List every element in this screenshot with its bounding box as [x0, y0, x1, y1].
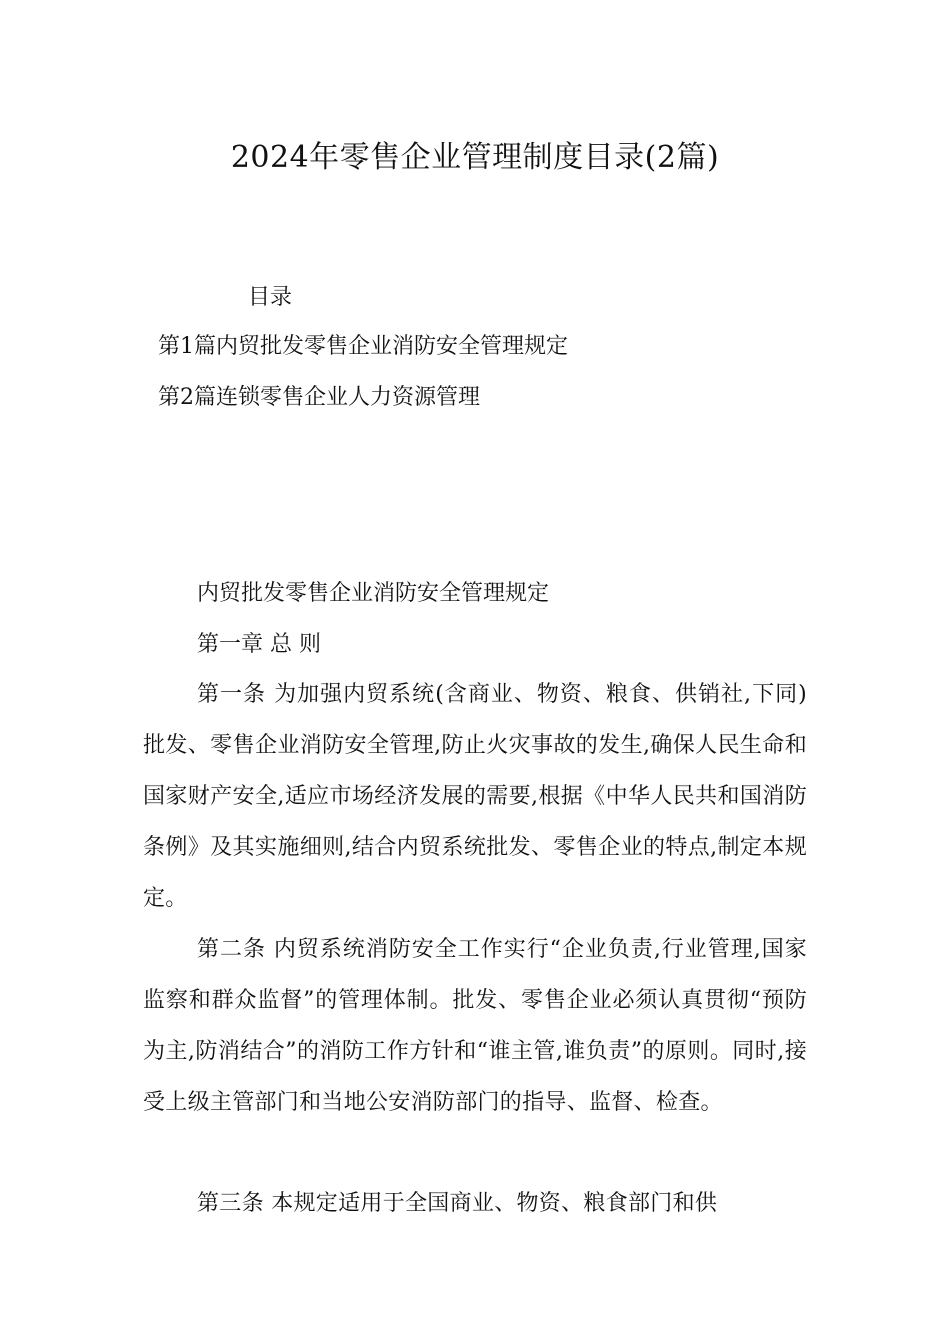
- section-title: 内贸批发零售企业消防安全管理规定: [197, 581, 550, 606]
- article-paragraph: 第二条 内贸系统消防安全工作实行“企业负责,行业管理,国家监察和群众监督”的管理体制。批发、零售企业必须认真贯彻“预防为主,防消结合”的消防工作方针和“谁主管,谁负责”的原则。同时,接受上级主管部门和当地公安消防部门的指导、监督、检查。: [143, 937, 807, 1115]
- toc-item: 第2篇连锁零售企业人力资源管理: [158, 385, 480, 410]
- document-title: 2024年零售企业管理制度目录(2篇): [230, 140, 720, 175]
- article-paragraph: 第一条 为加强内贸系统(含商业、物资、粮食、供销社,下同)批发、零售企业消防安全管理,防止火灾事故的发生,确保人民生命和国家财产安全,适应市场经济发展的需要,根据《中华人民共和国消防条例》及其实施细则,结合内贸系统批发、零售企业的特点,制定本规定。: [143, 682, 807, 911]
- article-block: [143, 669, 807, 924]
- toc-heading: 目录: [248, 285, 293, 310]
- article-block: [143, 924, 807, 1128]
- article-paragraph: 第三条 本规定适用于全国商业、物资、粮食部门和供: [197, 1191, 718, 1216]
- article-block: [143, 1178, 807, 1229]
- chapter-title: 第一章 总 则: [197, 632, 321, 657]
- toc-item: 第1篇内贸批发零售企业消防安全管理规定: [158, 334, 568, 359]
